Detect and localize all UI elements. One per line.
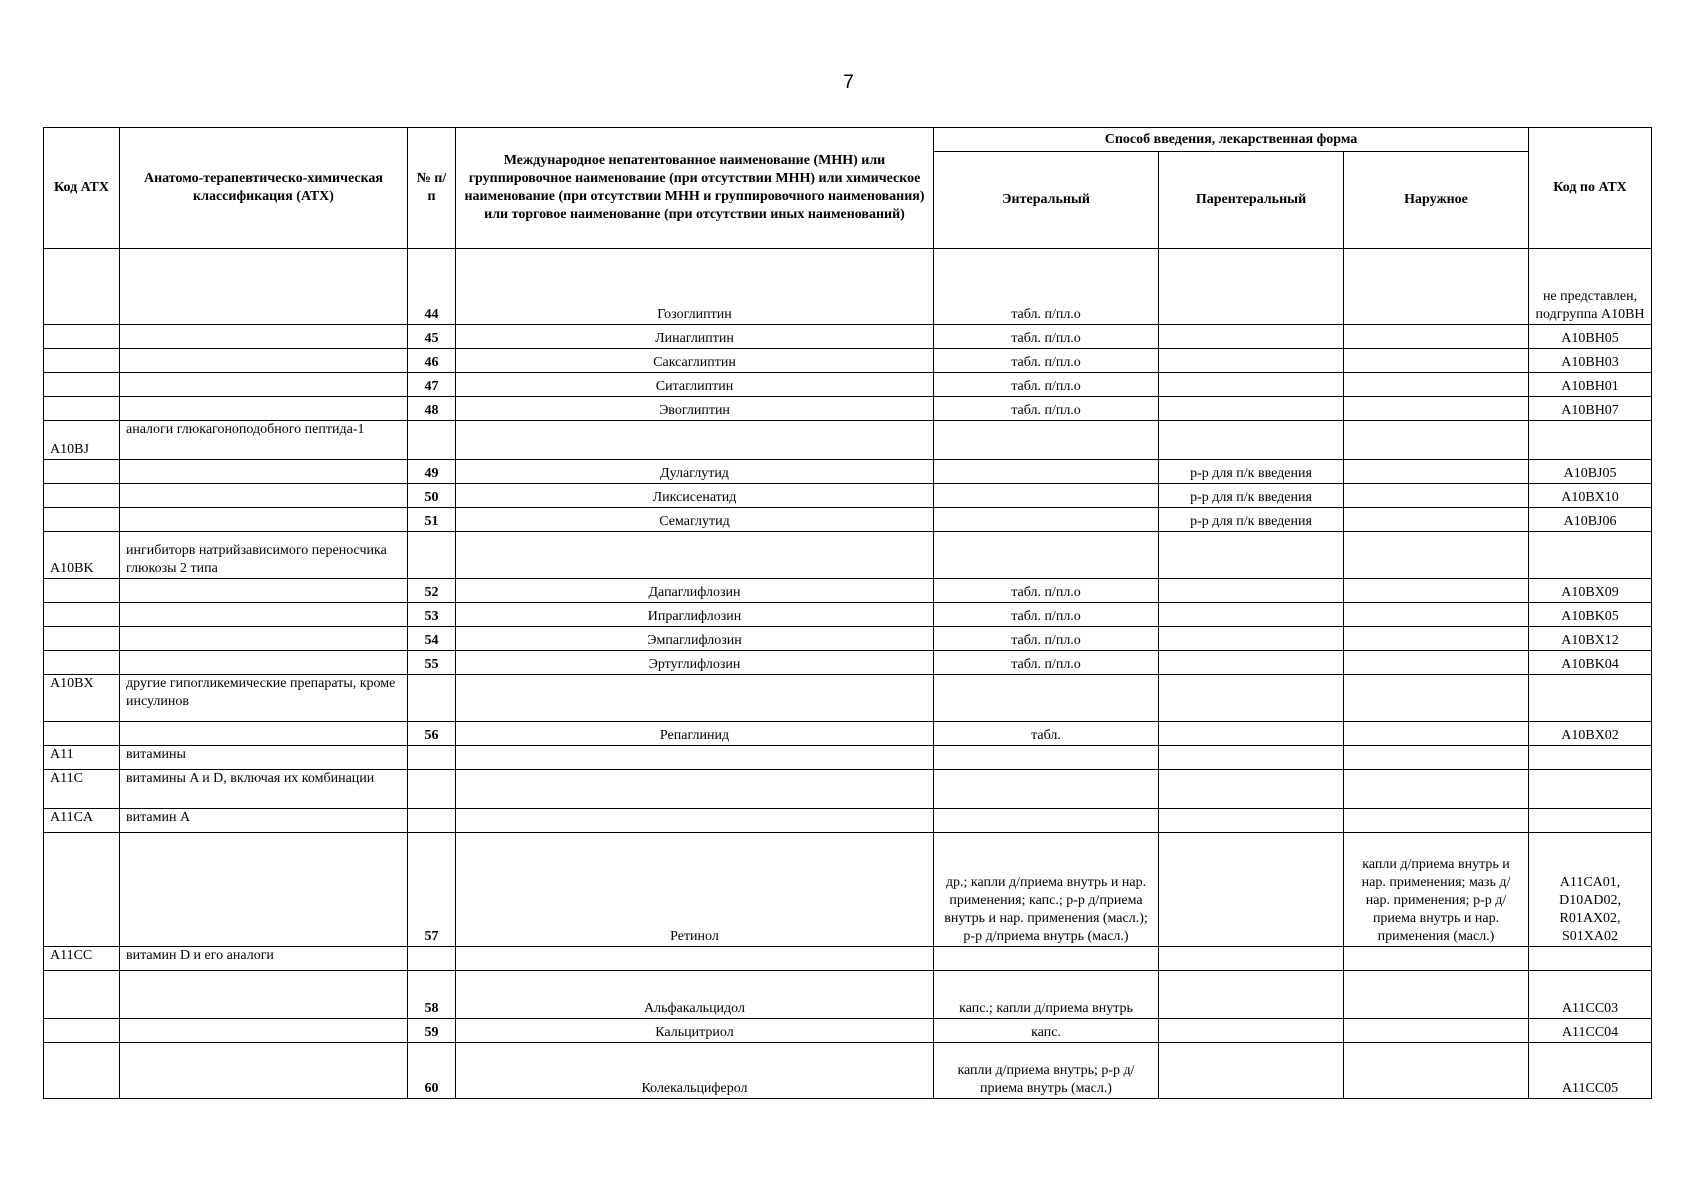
- cell-enteral: табл. п/пл.о: [934, 651, 1159, 675]
- cell-external: [1344, 508, 1529, 532]
- cell-parenteral: [1159, 349, 1344, 373]
- cell-num: 45: [408, 325, 456, 349]
- cell-code: [44, 971, 120, 1019]
- cell-num: [408, 770, 456, 809]
- cell-classification: [120, 1043, 408, 1099]
- cell-num: 48: [408, 397, 456, 421]
- cell-code: [44, 325, 120, 349]
- cell-num: [408, 947, 456, 971]
- cell-classification: [120, 325, 408, 349]
- cell-name: [456, 770, 934, 809]
- drug-row: [44, 373, 1652, 397]
- cell-name: Саксаглиптин: [456, 349, 934, 373]
- cell-parenteral: [1159, 675, 1344, 722]
- cell-atc: A10BJ06: [1529, 508, 1652, 532]
- cell-classification: [120, 722, 408, 746]
- cell-enteral: табл. п/пл.о: [934, 397, 1159, 421]
- drug-row: [44, 627, 1652, 651]
- cell-parenteral: [1159, 1019, 1344, 1043]
- cell-enteral: [934, 770, 1159, 809]
- cell-external: [1344, 746, 1529, 770]
- cell-parenteral: р-р для п/к введения: [1159, 484, 1344, 508]
- cell-parenteral: [1159, 947, 1344, 971]
- drug-table: [43, 127, 1652, 1099]
- cell-classification: [120, 373, 408, 397]
- cell-code: [44, 397, 120, 421]
- cell-name: [456, 532, 934, 579]
- cell-num: 56: [408, 722, 456, 746]
- cell-name: Эвоглиптин: [456, 397, 934, 421]
- cell-code: A11CC: [44, 947, 120, 971]
- cell-code: A11C: [44, 770, 120, 809]
- cell-atc: A10BH01: [1529, 373, 1652, 397]
- cell-code: [44, 484, 120, 508]
- cell-num: 55: [408, 651, 456, 675]
- cell-atc: A11CC03: [1529, 971, 1652, 1019]
- cell-atc: [1529, 532, 1652, 579]
- cell-parenteral: [1159, 971, 1344, 1019]
- cell-atc: A11CC04: [1529, 1019, 1652, 1043]
- cell-atc: A10BX02: [1529, 722, 1652, 746]
- cell-enteral: табл. п/пл.о: [934, 603, 1159, 627]
- cell-enteral: капс.; капли д/приема внутрь: [934, 971, 1159, 1019]
- cell-parenteral: [1159, 249, 1344, 325]
- header-code: Код АТХ: [44, 128, 120, 249]
- cell-external: [1344, 770, 1529, 809]
- cell-atc: A10BX09: [1529, 579, 1652, 603]
- cell-external: [1344, 579, 1529, 603]
- cell-external: [1344, 627, 1529, 651]
- cell-num: 50: [408, 484, 456, 508]
- cell-atc: A11CC05: [1529, 1043, 1652, 1099]
- cell-external: [1344, 460, 1529, 484]
- cell-parenteral: [1159, 579, 1344, 603]
- header-route-group: Способ введения, лекарственная форма: [934, 128, 1529, 152]
- drug-row: [44, 325, 1652, 349]
- cell-code: [44, 833, 120, 947]
- cell-classification: [120, 249, 408, 325]
- cell-enteral: табл.: [934, 722, 1159, 746]
- cell-external: [1344, 349, 1529, 373]
- group-row: [44, 770, 1652, 809]
- cell-name: Гозоглиптин: [456, 249, 934, 325]
- cell-atc: A10BH03: [1529, 349, 1652, 373]
- cell-external: [1344, 532, 1529, 579]
- cell-parenteral: [1159, 627, 1344, 651]
- cell-name: [456, 809, 934, 833]
- cell-num: 54: [408, 627, 456, 651]
- cell-classification: [120, 508, 408, 532]
- cell-parenteral: [1159, 746, 1344, 770]
- header-classification: Анатомо-терапевтическо-химическая классификация (АТХ): [120, 128, 408, 249]
- cell-classification: [120, 627, 408, 651]
- cell-parenteral: р-р для п/к введения: [1159, 508, 1344, 532]
- drug-row: [44, 971, 1652, 1019]
- cell-atc: [1529, 770, 1652, 809]
- cell-code: A11: [44, 746, 120, 770]
- cell-external: [1344, 722, 1529, 746]
- cell-enteral: [934, 746, 1159, 770]
- drug-row: [44, 722, 1652, 746]
- cell-classification: витамин D и его аналоги: [120, 947, 408, 971]
- cell-name: Дапаглифлозин: [456, 579, 934, 603]
- cell-classification: ингибиторв натрийзависимого переносчика глюкозы 2 типа: [120, 532, 408, 579]
- group-row: [44, 421, 1652, 460]
- cell-name: [456, 947, 934, 971]
- drug-row: [44, 508, 1652, 532]
- cell-classification: витамины A и D, включая их комбинации: [120, 770, 408, 809]
- group-row: [44, 809, 1652, 833]
- group-row: [44, 675, 1652, 722]
- cell-classification: витамин A: [120, 809, 408, 833]
- cell-enteral: [934, 460, 1159, 484]
- cell-code: [44, 373, 120, 397]
- drug-row: [44, 349, 1652, 373]
- cell-enteral: табл. п/пл.о: [934, 325, 1159, 349]
- cell-num: 58: [408, 971, 456, 1019]
- cell-external: капли д/приема внутрь и нар. применения; мазь д/нар. применения; р-р д/приема внутрь и нар. применения (масл.): [1344, 833, 1529, 947]
- header-num: № п/п: [408, 128, 456, 249]
- cell-num: 60: [408, 1043, 456, 1099]
- cell-num: 52: [408, 579, 456, 603]
- cell-name: Дулаглутид: [456, 460, 934, 484]
- cell-enteral: [934, 421, 1159, 460]
- drug-row: [44, 249, 1652, 325]
- drug-row: [44, 833, 1652, 947]
- table-body: [44, 249, 1652, 1099]
- group-row: [44, 947, 1652, 971]
- cell-atc: A10BX10: [1529, 484, 1652, 508]
- cell-parenteral: [1159, 722, 1344, 746]
- cell-code: [44, 460, 120, 484]
- cell-code: [44, 1043, 120, 1099]
- cell-external: [1344, 397, 1529, 421]
- cell-code: A10BK: [44, 532, 120, 579]
- cell-num: 57: [408, 833, 456, 947]
- cell-name: Линаглиптин: [456, 325, 934, 349]
- cell-external: [1344, 421, 1529, 460]
- cell-enteral: табл. п/пл.о: [934, 579, 1159, 603]
- cell-code: [44, 579, 120, 603]
- cell-atc: не представлен, подгруппа A10BH: [1529, 249, 1652, 325]
- drug-row: [44, 460, 1652, 484]
- cell-parenteral: [1159, 833, 1344, 947]
- cell-code: [44, 722, 120, 746]
- cell-parenteral: р-р для п/к введения: [1159, 460, 1344, 484]
- header-enteral: Энтеральный: [934, 152, 1159, 249]
- header-atc-code: Код по АТХ: [1529, 128, 1652, 249]
- cell-parenteral: [1159, 809, 1344, 833]
- cell-parenteral: [1159, 397, 1344, 421]
- cell-atc: A11CA01, D10AD02, R01AX02, S01XA02: [1529, 833, 1652, 947]
- cell-classification: [120, 651, 408, 675]
- cell-code: A10BX: [44, 675, 120, 722]
- cell-enteral: капли д/приема внутрь; р-р д/приема внутрь (масл.): [934, 1043, 1159, 1099]
- cell-name: Колекальциферол: [456, 1043, 934, 1099]
- cell-name: Репаглинид: [456, 722, 934, 746]
- cell-num: [408, 421, 456, 460]
- cell-enteral: [934, 532, 1159, 579]
- cell-atc: A10BK04: [1529, 651, 1652, 675]
- cell-name: Семаглутид: [456, 508, 934, 532]
- cell-external: [1344, 325, 1529, 349]
- cell-classification: [120, 349, 408, 373]
- cell-code: [44, 1019, 120, 1043]
- cell-parenteral: [1159, 325, 1344, 349]
- cell-atc: A10BH07: [1529, 397, 1652, 421]
- cell-parenteral: [1159, 532, 1344, 579]
- cell-classification: [120, 971, 408, 1019]
- cell-num: [408, 746, 456, 770]
- cell-parenteral: [1159, 421, 1344, 460]
- drug-row: [44, 484, 1652, 508]
- cell-code: A10BJ: [44, 421, 120, 460]
- cell-atc: [1529, 421, 1652, 460]
- cell-atc: A10BH05: [1529, 325, 1652, 349]
- cell-parenteral: [1159, 770, 1344, 809]
- cell-num: 44: [408, 249, 456, 325]
- cell-classification: [120, 603, 408, 627]
- cell-external: [1344, 249, 1529, 325]
- cell-enteral: капс.: [934, 1019, 1159, 1043]
- cell-parenteral: [1159, 373, 1344, 397]
- cell-code: [44, 627, 120, 651]
- drug-row: [44, 603, 1652, 627]
- cell-external: [1344, 373, 1529, 397]
- cell-name: [456, 675, 934, 722]
- cell-enteral: [934, 809, 1159, 833]
- cell-parenteral: [1159, 1043, 1344, 1099]
- group-row: [44, 532, 1652, 579]
- cell-num: 46: [408, 349, 456, 373]
- header-external: Наружное: [1344, 152, 1529, 249]
- cell-code: [44, 249, 120, 325]
- cell-enteral: [934, 675, 1159, 722]
- drug-row: [44, 1019, 1652, 1043]
- cell-external: [1344, 675, 1529, 722]
- cell-name: [456, 421, 934, 460]
- cell-classification: [120, 833, 408, 947]
- cell-atc: A10BJ05: [1529, 460, 1652, 484]
- cell-atc: [1529, 947, 1652, 971]
- cell-classification: витамины: [120, 746, 408, 770]
- group-row: [44, 746, 1652, 770]
- cell-enteral: табл. п/пл.о: [934, 373, 1159, 397]
- cell-classification: аналоги глюкагоноподобного пептида-1: [120, 421, 408, 460]
- cell-code: [44, 651, 120, 675]
- cell-enteral: табл. п/пл.о: [934, 249, 1159, 325]
- cell-parenteral: [1159, 603, 1344, 627]
- cell-code: A11CA: [44, 809, 120, 833]
- cell-external: [1344, 1019, 1529, 1043]
- cell-external: [1344, 651, 1529, 675]
- cell-enteral: табл. п/пл.о: [934, 627, 1159, 651]
- cell-atc: [1529, 675, 1652, 722]
- cell-name: Ликсисенатид: [456, 484, 934, 508]
- cell-classification: [120, 397, 408, 421]
- drug-row: [44, 397, 1652, 421]
- cell-name: [456, 746, 934, 770]
- cell-code: [44, 508, 120, 532]
- cell-enteral: [934, 484, 1159, 508]
- cell-name: Ипраглифлозин: [456, 603, 934, 627]
- header-row-1: [44, 128, 1652, 152]
- cell-enteral: [934, 508, 1159, 532]
- page-number: 7: [843, 72, 854, 93]
- drug-row: [44, 651, 1652, 675]
- cell-num: 59: [408, 1019, 456, 1043]
- cell-atc: A10BX12: [1529, 627, 1652, 651]
- cell-classification: [120, 460, 408, 484]
- cell-classification: [120, 484, 408, 508]
- cell-atc: [1529, 809, 1652, 833]
- header-name: Международное непатентованное наименование (МНН) или группировочное наименование (при отсутствии МНН) или химическое наименование (при отсутствии МНН и группировочного наименования) или торговое наименование (при отсутствии иных наименований): [456, 128, 934, 249]
- cell-classification: другие гипогликемические препараты, кроме инсулинов: [120, 675, 408, 722]
- cell-external: [1344, 603, 1529, 627]
- cell-external: [1344, 484, 1529, 508]
- header-parenteral: Парентеральный: [1159, 152, 1344, 249]
- cell-name: Ретинол: [456, 833, 934, 947]
- cell-num: [408, 809, 456, 833]
- drug-row: [44, 579, 1652, 603]
- cell-name: Эмпаглифлозин: [456, 627, 934, 651]
- cell-num: 49: [408, 460, 456, 484]
- cell-classification: [120, 579, 408, 603]
- cell-enteral: [934, 947, 1159, 971]
- cell-external: [1344, 1043, 1529, 1099]
- cell-external: [1344, 947, 1529, 971]
- cell-classification: [120, 1019, 408, 1043]
- cell-external: [1344, 971, 1529, 1019]
- cell-num: 51: [408, 508, 456, 532]
- cell-num: 53: [408, 603, 456, 627]
- cell-num: [408, 675, 456, 722]
- cell-code: [44, 349, 120, 373]
- cell-enteral: табл. п/пл.о: [934, 349, 1159, 373]
- cell-name: Кальцитриол: [456, 1019, 934, 1043]
- cell-num: [408, 532, 456, 579]
- cell-enteral: др.; капли д/приема внутрь и нар. применения; капс.; р-р д/приема внутрь и нар. применения (масл.); р-р д/приема внутрь (масл.): [934, 833, 1159, 947]
- cell-name: Альфакальцидол: [456, 971, 934, 1019]
- drug-row: [44, 1043, 1652, 1099]
- cell-parenteral: [1159, 651, 1344, 675]
- cell-code: [44, 603, 120, 627]
- cell-external: [1344, 809, 1529, 833]
- cell-name: Эртуглифлозин: [456, 651, 934, 675]
- cell-atc: [1529, 746, 1652, 770]
- cell-atc: A10BK05: [1529, 603, 1652, 627]
- cell-num: 47: [408, 373, 456, 397]
- cell-name: Ситаглиптин: [456, 373, 934, 397]
